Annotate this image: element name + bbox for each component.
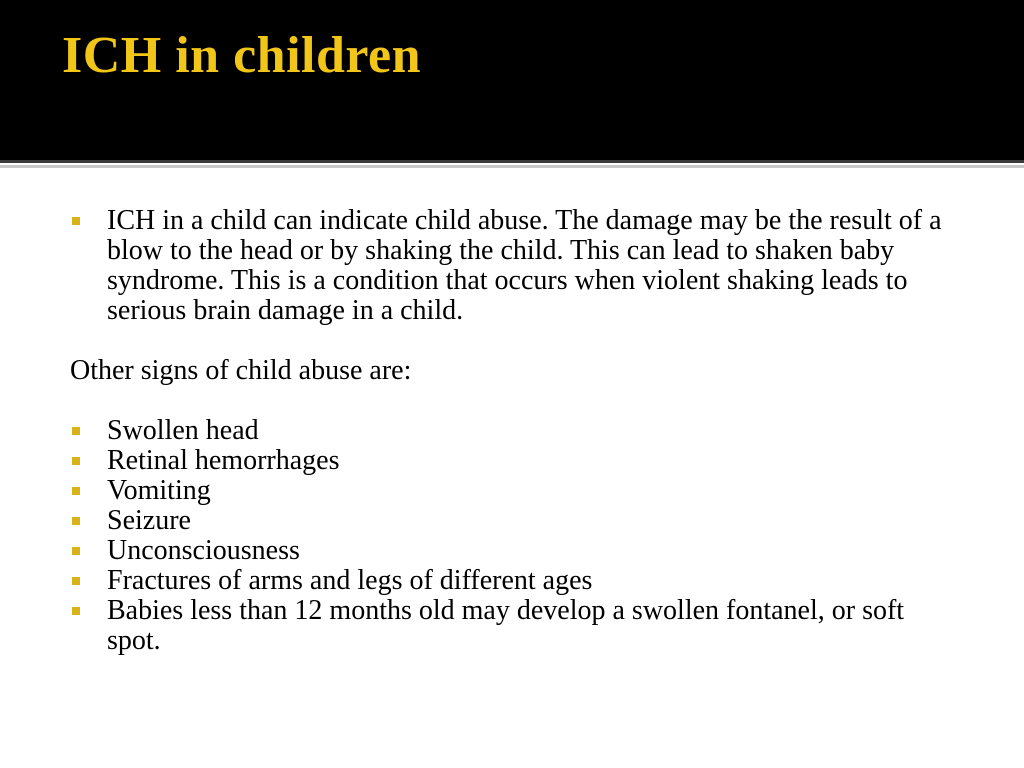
square-bullet-icon bbox=[72, 547, 80, 555]
intro-bullet-text: ICH in a child can indicate child abuse. The damage may be the result of a blow to the head or by shaking the child. This can lead to shaken baby syndrome. This is a condition that occurs when violent shaking leads to serious brain damage in a child. bbox=[107, 205, 942, 326]
list-item-text: Seizure bbox=[107, 505, 191, 536]
square-bullet-icon bbox=[72, 427, 80, 435]
square-bullet-icon bbox=[72, 607, 80, 615]
square-bullet-icon bbox=[72, 457, 80, 465]
title-bar bbox=[0, 0, 1024, 160]
other-signs-heading: Other signs of child abuse are: bbox=[70, 355, 412, 386]
list-item bbox=[70, 536, 960, 566]
list-item bbox=[70, 476, 960, 506]
list-item bbox=[70, 416, 960, 446]
list-item-text: Fractures of arms and legs of different ages bbox=[107, 565, 593, 596]
list-item bbox=[70, 506, 960, 536]
list-item-text: Swollen head bbox=[107, 415, 259, 446]
square-bullet-icon bbox=[72, 517, 80, 525]
list-item bbox=[70, 566, 960, 596]
title-divider-dark bbox=[0, 160, 1024, 163]
list-item bbox=[70, 446, 960, 476]
square-bullet-icon bbox=[72, 577, 80, 585]
list-item-text: Vomiting bbox=[107, 475, 211, 506]
list-item-text: Retinal hemorrhages bbox=[107, 445, 340, 476]
slide-body bbox=[70, 206, 960, 656]
title-divider-light bbox=[0, 165, 1024, 168]
signs-list bbox=[70, 416, 960, 656]
square-bullet-icon bbox=[72, 487, 80, 495]
slide-title: ICH in children bbox=[62, 27, 422, 84]
intro-bullet bbox=[70, 206, 960, 326]
list-item-text: Babies less than 12 months old may develop a swollen fontanel, or soft spot. bbox=[107, 595, 905, 656]
square-bullet-icon bbox=[72, 217, 80, 225]
list-item-text: Unconsciousness bbox=[107, 535, 300, 566]
list-item bbox=[70, 596, 960, 656]
